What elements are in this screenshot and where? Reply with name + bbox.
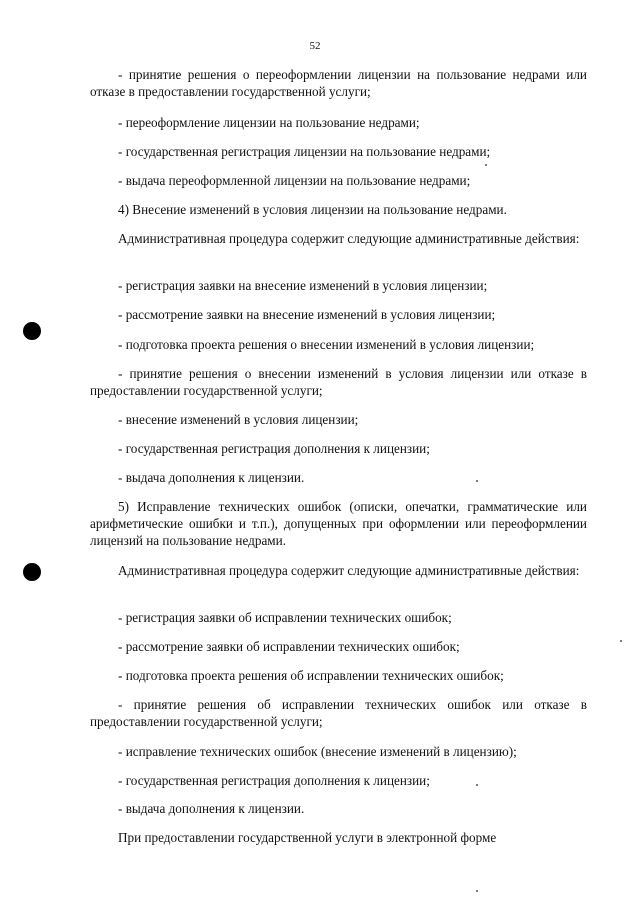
- scan-speck: [476, 784, 478, 786]
- paragraph: - исправление технических ошибок (внесение изменений в лицензию);: [118, 744, 517, 759]
- paragraph: 5) Исправление технических ошибок (описки, опечатки, грамматические или арифметические ошибки и т.п.), допущенных при оформлении или переоформлении лицензий на пользование недрами.: [90, 499, 587, 548]
- scan-speck: [476, 890, 478, 892]
- paragraph: - подготовка проекта решения об исправлении технических ошибок;: [118, 668, 504, 683]
- paragraph: - государственная регистрация лицензии на пользование недрами;: [118, 144, 491, 159]
- paragraph: 4) Внесение изменений в условия лицензии на пользование недрами.: [118, 202, 507, 217]
- paragraph: - принятие решения о внесении изменений в условия лицензии или отказе в предоставлении государственной услуги;: [90, 366, 587, 398]
- paragraph: Административная процедура содержит следующие административные действия:: [118, 563, 580, 578]
- scan-speck: [620, 640, 622, 642]
- paragraph: - государственная регистрация дополнения к лицензии;: [118, 441, 430, 456]
- paragraph: - принятие решения об исправлении технических ошибок или отказе в предоставлении государственной услуги;: [90, 697, 587, 729]
- paragraph: - выдача дополнения к лицензии.: [118, 801, 305, 816]
- paragraph: - регистрация заявки на внесение изменений в условия лицензии;: [118, 278, 488, 293]
- scan-speck: [476, 480, 478, 482]
- punch-hole-mark: [23, 563, 41, 581]
- paragraph: - внесение изменений в условия лицензии;: [118, 412, 359, 427]
- punch-hole-mark: [23, 322, 41, 340]
- paragraph: - принятие решения о переоформлении лицензии на пользование недрами или отказе в предоставлении государственной услуги;: [90, 67, 587, 99]
- paragraph: При предоставлении государственной услуги в электронной форме: [118, 830, 497, 845]
- paragraph: - государственная регистрация дополнения к лицензии;: [118, 773, 430, 788]
- paragraph: Административная процедура содержит следующие административные действия:: [118, 231, 580, 246]
- paragraph: - рассмотрение заявки на внесение изменений в условия лицензии;: [118, 307, 496, 322]
- page-number: 52: [309, 40, 321, 52]
- paragraph: - выдача переоформленной лицензии на пользование недрами;: [118, 173, 471, 188]
- paragraph: - регистрация заявки об исправлении технических ошибок;: [118, 610, 452, 625]
- paragraph: - переоформление лицензии на пользование недрами;: [118, 115, 420, 130]
- scan-speck: [485, 164, 487, 166]
- paragraph: - выдача дополнения к лицензии.: [118, 470, 305, 485]
- paragraph: - рассмотрение заявки об исправлении технических ошибок;: [118, 639, 460, 654]
- paragraph: - подготовка проекта решения о внесении изменений в условия лицензии;: [118, 337, 535, 352]
